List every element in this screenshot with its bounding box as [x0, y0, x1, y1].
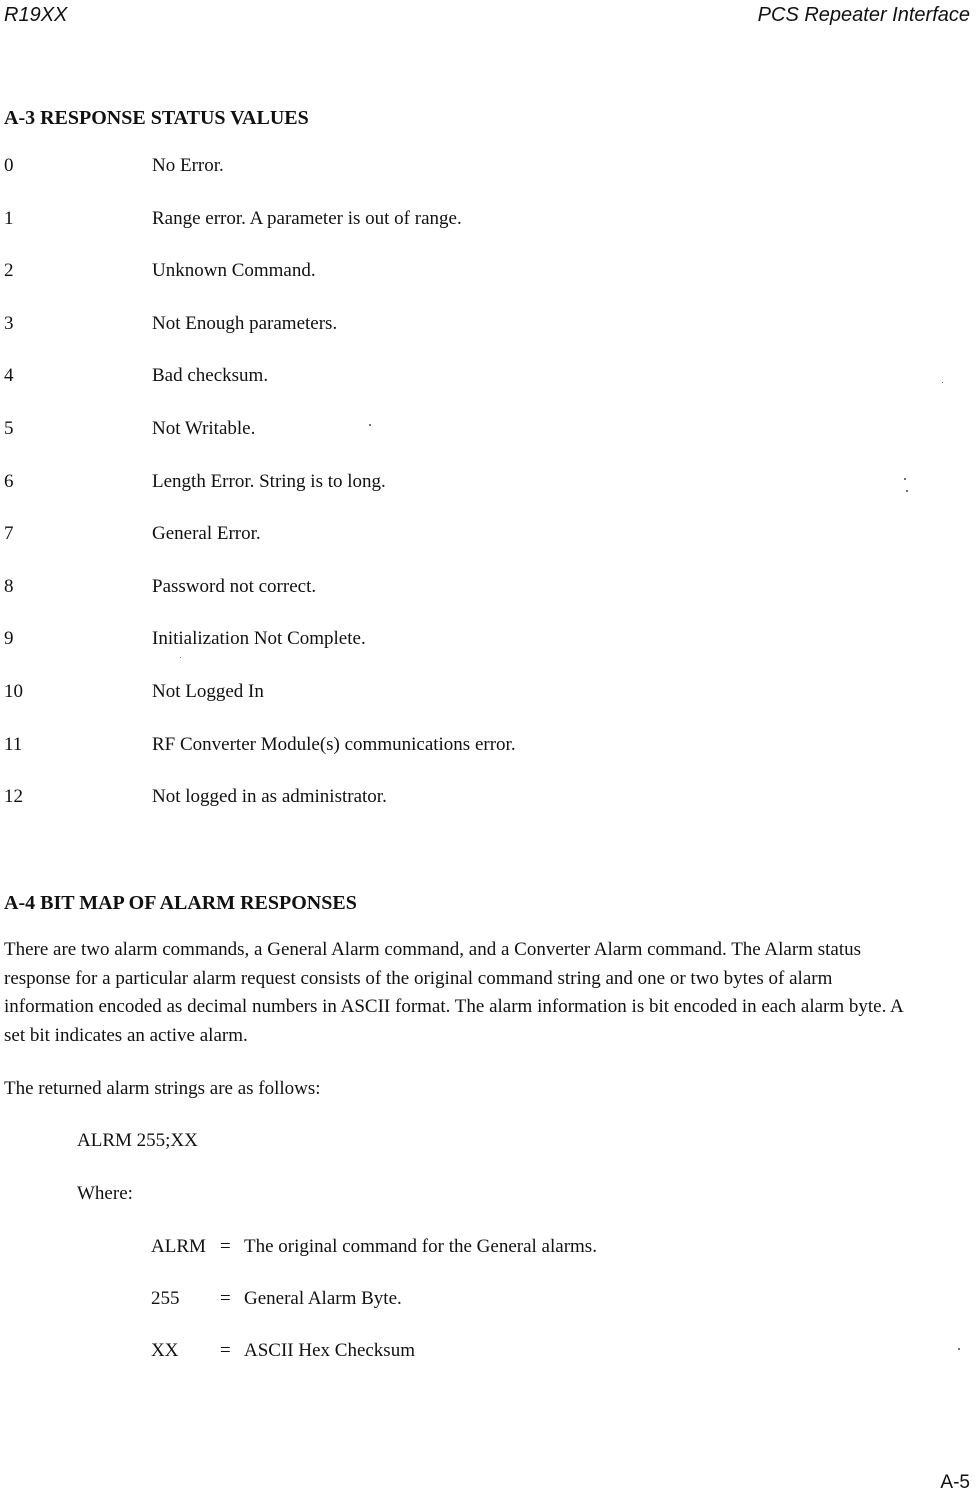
status-code: 2 [4, 260, 14, 282]
scan-speck [369, 424, 371, 426]
status-code: 6 [4, 470, 14, 492]
status-description: Not Writable. [152, 417, 256, 439]
status-row [0, 418, 900, 471]
status-description: Password not correct. [152, 575, 317, 597]
status-description: Bad checksum. [152, 365, 269, 387]
status-row [0, 260, 900, 313]
status-code: 5 [4, 417, 14, 439]
status-row [0, 208, 900, 261]
scan-speck [904, 478, 906, 480]
status-row [0, 471, 900, 524]
status-code: 7 [4, 523, 14, 545]
status-code: 12 [4, 786, 23, 808]
returned-strings-paragraph: The returned alarm strings are as follows: [4, 1078, 321, 1099]
definition-term: XX [151, 1340, 179, 1361]
status-code: 0 [4, 155, 14, 176]
status-row [0, 681, 900, 734]
status-code: 10 [4, 680, 23, 702]
status-row [0, 365, 900, 418]
definition-text: ASCII Hex Checksum [244, 1340, 415, 1361]
status-description: Range error. A parameter is out of range. [152, 207, 462, 229]
status-row [0, 523, 900, 576]
equals-sign: = [220, 1236, 231, 1257]
section-a3-title: A-3 RESPONSE STATUS VALUES [4, 107, 309, 129]
where-label: Where: [77, 1183, 133, 1204]
definition-term: ALRM [151, 1236, 206, 1257]
definition-text: General Alarm Byte. [244, 1288, 402, 1309]
status-code: 4 [4, 365, 14, 387]
status-description: Not logged in as administrator. [152, 786, 387, 808]
header-doc-title: PCS Repeater Interface [757, 4, 970, 26]
status-row [0, 786, 900, 839]
scan-speck [958, 1348, 960, 1350]
response-status-list [0, 155, 900, 839]
header-doc-id: R19XX [4, 4, 68, 26]
status-description: General Error. [152, 523, 261, 545]
alarm-intro-paragraph: There are two alarm commands, a General Alarm command, and a Converter Alarm command. The Alarm status response for a particular alarm request consists of the original command string and one or two bytes of alarm information encoded as decimal numbers in ASCII format. The alarm information is bit encoded in each alarm byte. A set bit indicates an active alarm. [4, 939, 903, 1046]
status-row [0, 155, 900, 208]
scan-speck [180, 657, 181, 658]
status-row [0, 734, 900, 787]
example-alarm-string: ALRM 255;XX [77, 1130, 198, 1151]
equals-sign: = [220, 1288, 231, 1309]
status-description: Not Logged In [152, 680, 264, 702]
section-a4-title: A-4 BIT MAP OF ALARM RESPONSES [4, 892, 357, 914]
scan-speck [942, 382, 943, 383]
status-row [0, 313, 900, 366]
status-code: 1 [4, 207, 14, 229]
equals-sign: = [220, 1340, 231, 1361]
scan-speck [906, 490, 908, 492]
status-code: 11 [4, 733, 23, 755]
status-row [0, 576, 900, 629]
status-code: 9 [4, 628, 14, 650]
status-description: Initialization Not Complete. [152, 628, 366, 650]
status-code: 8 [4, 575, 14, 597]
status-code: 3 [4, 312, 14, 334]
status-description: Length Error. String is to long. [152, 470, 386, 492]
definition-text: The original command for the General alarms. [244, 1236, 597, 1257]
page-number: A-5 [940, 1472, 970, 1493]
definition-term: 255 [151, 1288, 180, 1309]
status-description: Not Enough parameters. [152, 312, 338, 334]
status-description: RF Converter Module(s) communications error. [152, 733, 516, 755]
status-description: Unknown Command. [152, 260, 316, 282]
status-description: No Error. [152, 155, 224, 176]
status-row [0, 628, 900, 681]
